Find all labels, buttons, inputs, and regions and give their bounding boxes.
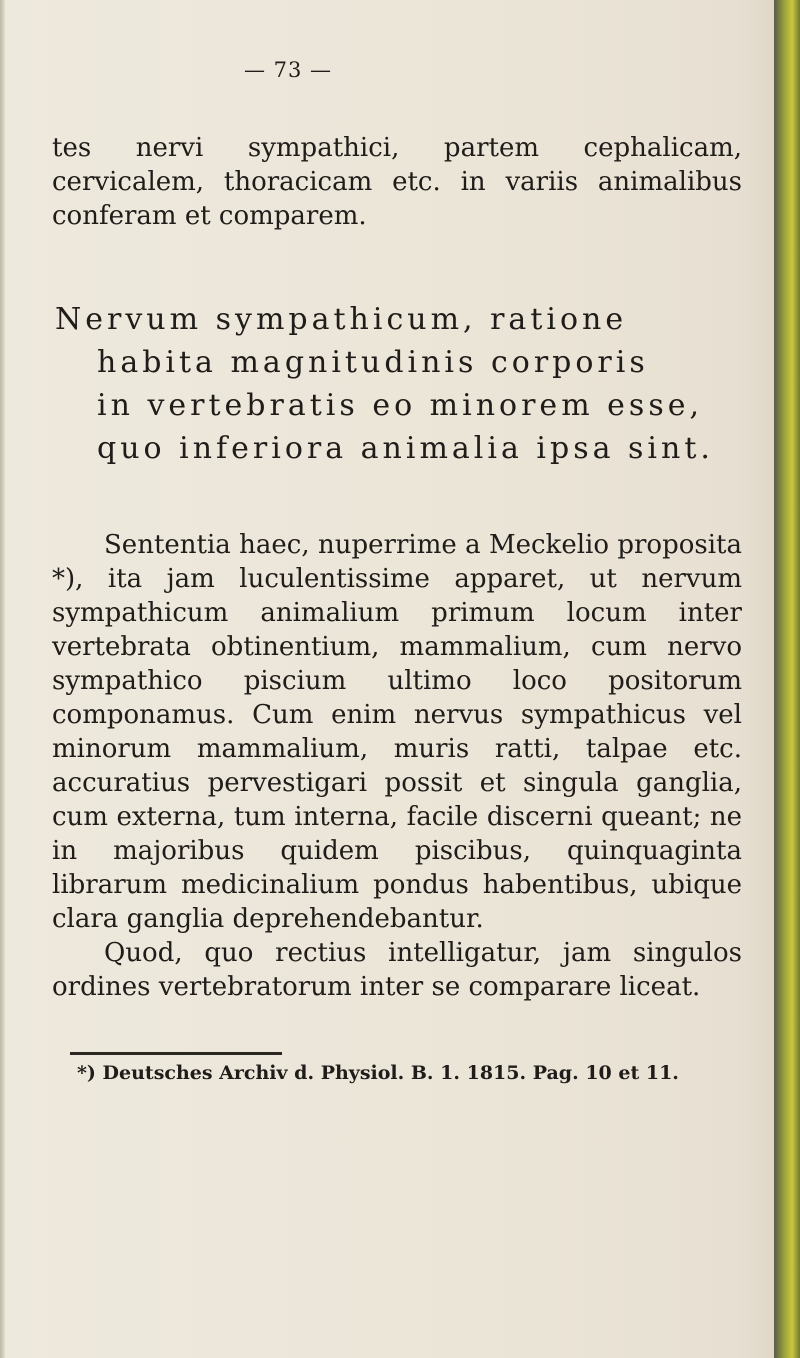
page-right-edge (774, 0, 800, 1358)
body-text (52, 528, 742, 1004)
footnote: *) Deutsches Archiv d. Physiol. B. 1. 1815. Pag. 10 et 11. (77, 1062, 679, 1084)
thesis-line-3: in vertebratis eo minorem esse, quo inferiora animalia ipsa sint. (97, 388, 714, 466)
thesis-statement (55, 298, 745, 470)
page-left-edge (0, 0, 5, 1358)
thesis-line-1: Nervum sympathicum, ratione (55, 302, 628, 337)
intro-paragraph: tes nervi sympathici, partem cephalicam, cervicalem, thoracicam etc. in variis animalibus conferam et comparem. (52, 133, 742, 231)
thesis-line-2: habita magnitudinis corporis (97, 345, 649, 380)
paragraph-sententia: Sententia haec, nuperrime a Meckelio proposita *), ita jam luculentissime apparet, ut nervum sympathicum animalium primum locum inter vertebrata obtinentium, mammalium, cum nervo sympathico piscium ultimo loco positorum componamus. Cum enim nervus sympathicus vel minorum mammalium, muris ratti, talpae etc. accuratius pervestigari possit et singula ganglia, cum externa, tum interna, facile discerni queant; ne in majoribus quidem piscibus, quinquaginta librarum medicinalium pondus habentibus, ubique clara ganglia deprehendebantur. (52, 530, 742, 934)
paragraph-quod: Quod, quo rectius intelligatur, jam singulos ordines vertebratorum inter se comparare liceat. (52, 938, 742, 1002)
page-number: — 73 — (243, 58, 333, 82)
footnote-rule (70, 1052, 282, 1055)
